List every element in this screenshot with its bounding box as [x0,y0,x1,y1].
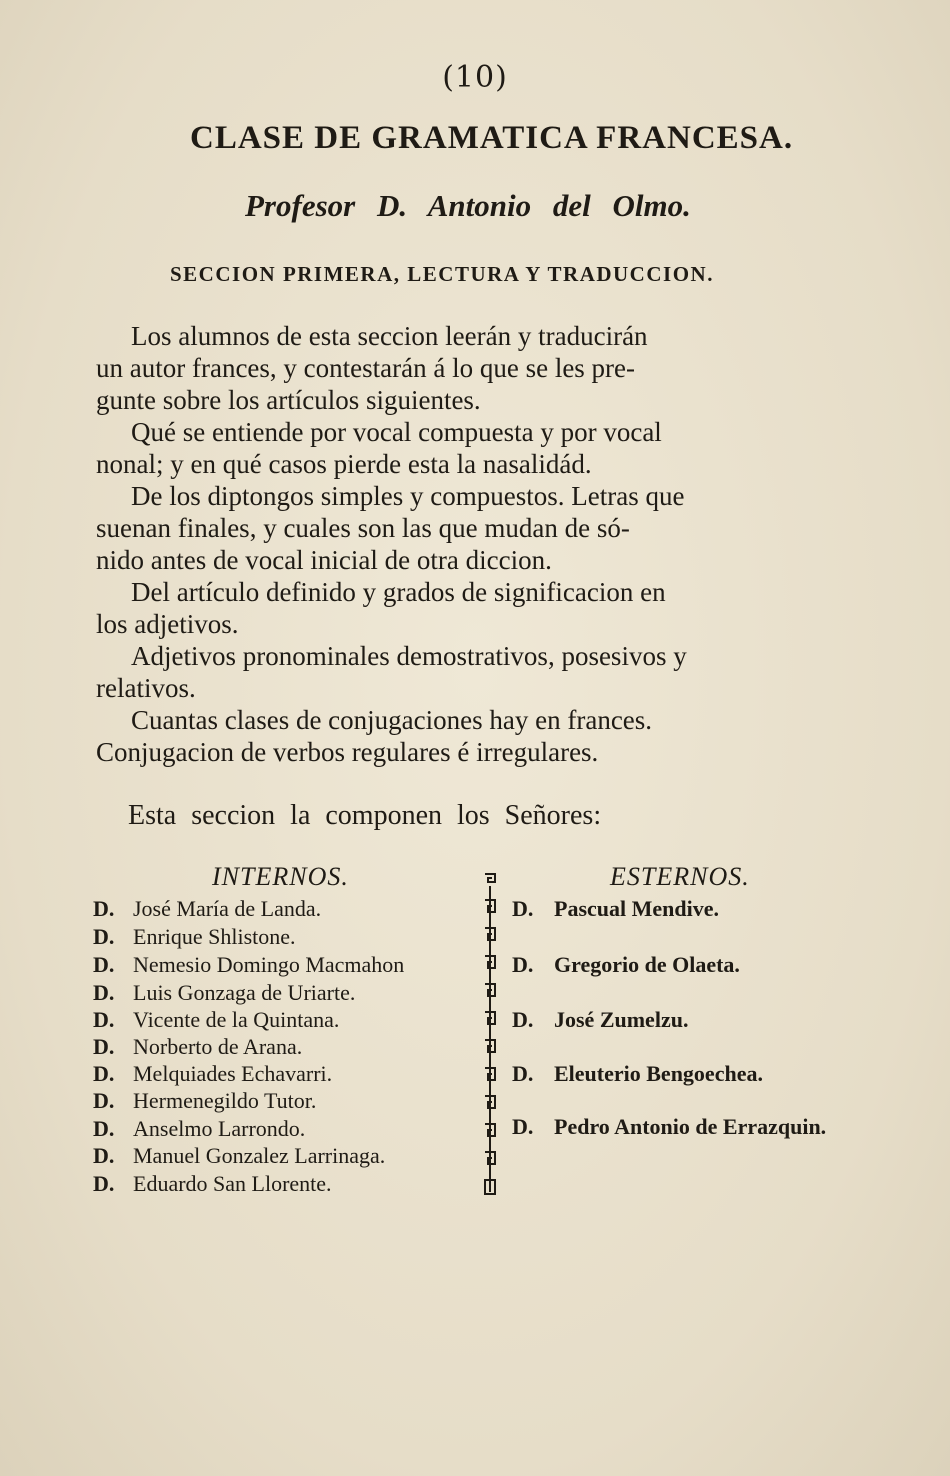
body-line: un autor frances, y contestarán á lo que se les pre- [96,353,636,383]
body-line: Cuantas clases de conjugaciones hay en frances. [131,705,653,735]
body-line: nido antes de vocal inicial de otra diccion. [96,545,552,575]
list-item: D. Pedro Antonio de Errazquin. [512,1114,827,1139]
list-item: D. Eduardo San Llorente. [93,1171,332,1196]
student-name: Vicente de la Quintana. [133,1007,340,1032]
list-item: D. Norberto de Arana. [93,1034,303,1059]
student-name: Manuel Gonzalez Larrinaga. [133,1143,386,1168]
body-line: Los alumnos de esta seccion leerán y traducirán [131,321,648,351]
esternos-heading: ESTERNOS. [610,862,750,891]
greek-key-divider [483,872,497,1197]
list-item: D. Vicente de la Quintana. [93,1007,340,1032]
body-line: los adjetivos. [96,609,239,639]
student-name: Pedro Antonio de Errazquin. [554,1114,827,1139]
student-name: Anselmo Larrondo. [133,1116,306,1141]
article-body [96,320,886,768]
list-item: D. Luis Gonzaga de Uriarte. [93,980,356,1005]
student-name: Hermenegildo Tutor. [133,1088,317,1113]
body-line: relativos. [96,673,196,703]
list-item: D. Enrique Shlistone. [93,924,296,949]
student-name: José María de Landa. [133,896,322,921]
body-line: Qué se entiende por vocal compuesta y por vocal [131,417,662,447]
body-line: De los diptongos simples y compuestos. Letras que [131,481,685,511]
list-item: D. Nemesio Domingo Macmahon [93,952,405,977]
list-item: D. Eleuterio Bengoechea. [512,1061,763,1086]
list-item: D. Melquiades Echavarri. [93,1061,333,1086]
list-item: D. Gregorio de Olaeta. [512,952,740,977]
student-name: Melquiades Echavarri. [133,1061,333,1086]
student-name: Luis Gonzaga de Uriarte. [133,980,356,1005]
list-item: D. José Zumelzu. [512,1007,689,1032]
student-name: Gregorio de Olaeta. [554,952,740,977]
body-line: Conjugacion de verbos regulares é irregulares. [96,737,599,767]
student-name: Enrique Shlistone. [133,924,296,949]
page-number: (10) [442,60,508,95]
student-name: Pascual Mendive. [554,896,719,921]
student-name: José Zumelzu. [554,1007,689,1032]
body-line: Adjetivos pronominales demostrativos, posesivos y [131,641,687,671]
professor-line: Profesor D. Antonio del Olmo. [245,188,691,223]
composed-by-line: Esta seccion la componen los Señores: [128,800,602,831]
list-item: D. Anselmo Larrondo. [93,1116,306,1141]
list-item: D. Manuel Gonzalez Larrinaga. [93,1143,386,1168]
student-name: Eleuterio Bengoechea. [554,1061,763,1086]
body-line: Del artículo definido y grados de significacion en [131,577,666,607]
section-heading: SECCION PRIMERA, LECTURA Y TRADUCCION. [170,262,714,286]
list-item: D. Pascual Mendive. [512,896,719,921]
page-title: CLASE DE GRAMATICA FRANCESA. [190,120,794,156]
body-line: nonal; y en qué casos pierde esta la nasalidád. [96,449,592,479]
student-name: Norberto de Arana. [133,1034,303,1059]
body-line: suenan finales, y cuales son las que mudan de só- [96,513,630,543]
list-item: D. José María de Landa. [93,896,322,921]
internos-heading: INTERNOS. [212,862,349,891]
student-name: Nemesio Domingo Macmahon [133,952,405,977]
student-name: Eduardo San Llorente. [133,1171,332,1196]
list-item: D. Hermenegildo Tutor. [93,1088,317,1113]
body-line: gunte sobre los artículos siguientes. [96,385,481,415]
